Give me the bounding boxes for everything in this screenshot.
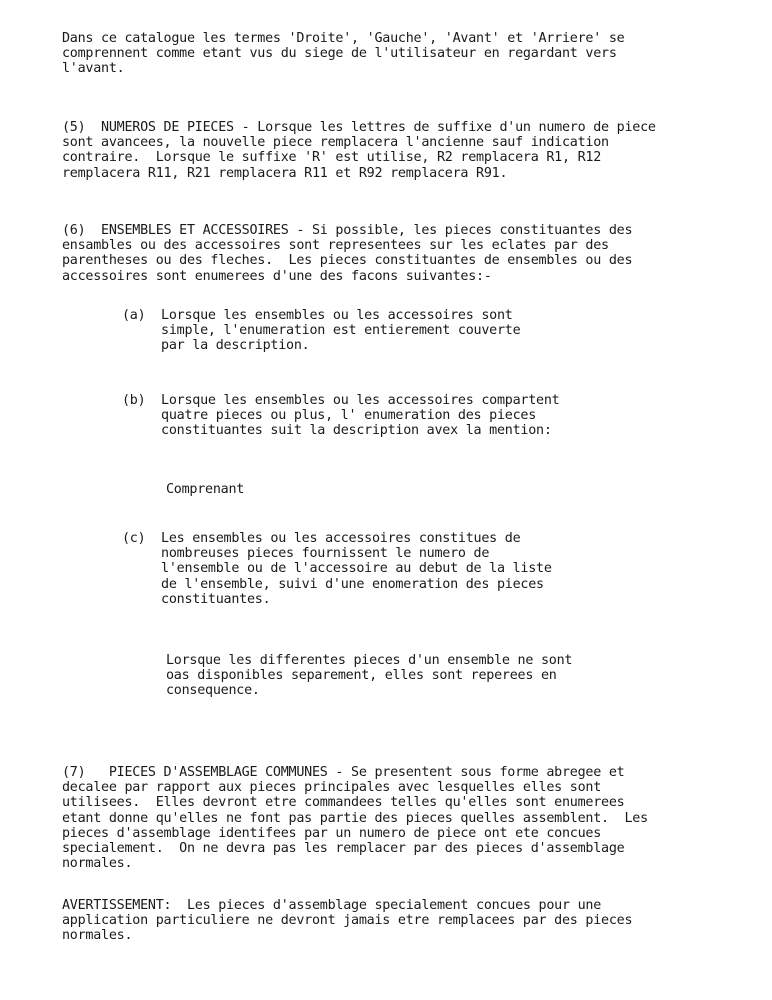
list-item-b: (b) Lorsque les ensembles ou les accessoires compartent quatre pieces ou plus, l' enumeration des pieces constituantes suit la description avex la mention: xyxy=(122,393,560,439)
list-item-c: (c) Les ensembles ou les accessoires constitues de nombreuses pieces fournissent le numero de l'ensemble ou de l'accessoire au debut de la liste de l'ensemble, suivi d'une enomeration des pieces constituantes. xyxy=(122,531,552,607)
section-6-assemblies-accessories: (6) ENSEMBLES ET ACCESSOIRES - Si possible, les pieces constituantes des ensambles ou des accessoires sont representees sur les eclates par des parentheses ou des fleches. Les pieces constituantes de ensembles ou des accessoires sont enumerees d'une des facons suivantes:- xyxy=(62,223,633,284)
warning-paragraph: AVERTISSEMENT: Les pieces d'assemblage specialement concues pour une application particuliere ne devront jamais etre remplacees par des pieces normales. xyxy=(62,898,633,944)
list-item-a: (a) Lorsque les ensembles ou les accessoires sont simple, l'enumeration est entierement couverte par la description. xyxy=(122,308,521,354)
section-7-common-fasteners: (7) PIECES D'ASSEMBLAGE COMMUNES - Se presentent sous forme abregee et decalee par rapport aux pieces principales avec lesquelles elles sont utilisees. Elles devront etre commandees telles qu'elles sont enumerees etant donne qu'elles ne font pas partie des pieces quelles assemblent. Les pieces d'assemblage identifees par un numero de piece ont ete concues specialement. On ne devra pas les remplacer par des pieces d'assemblage normales. xyxy=(62,765,648,872)
list-item-c-note: Lorsque les differentes pieces d'un ensemble ne sont oas disponibles separement, elles sont reperees en consequence. xyxy=(166,653,573,699)
comprenant-mention: Comprenant xyxy=(166,482,245,497)
intro-paragraph: Dans ce catalogue les termes 'Droite', 'Gauche', 'Avant' et 'Arriere' se comprennent comme etant vus du siege de l'utilisateur en regardant vers l'avant. xyxy=(62,31,625,77)
section-5-part-numbers: (5) NUMEROS DE PIECES - Lorsque les lettres de suffixe d'un numero de piece sont avancees, la nouvelle piece remplacera l'ancienne sauf indication contraire. Lorsque le suffixe 'R' est utilise, R2 remplacera R1, R12 remplacera R11, R21 remplacera R11 et R92 remplacera R91. xyxy=(62,120,656,181)
